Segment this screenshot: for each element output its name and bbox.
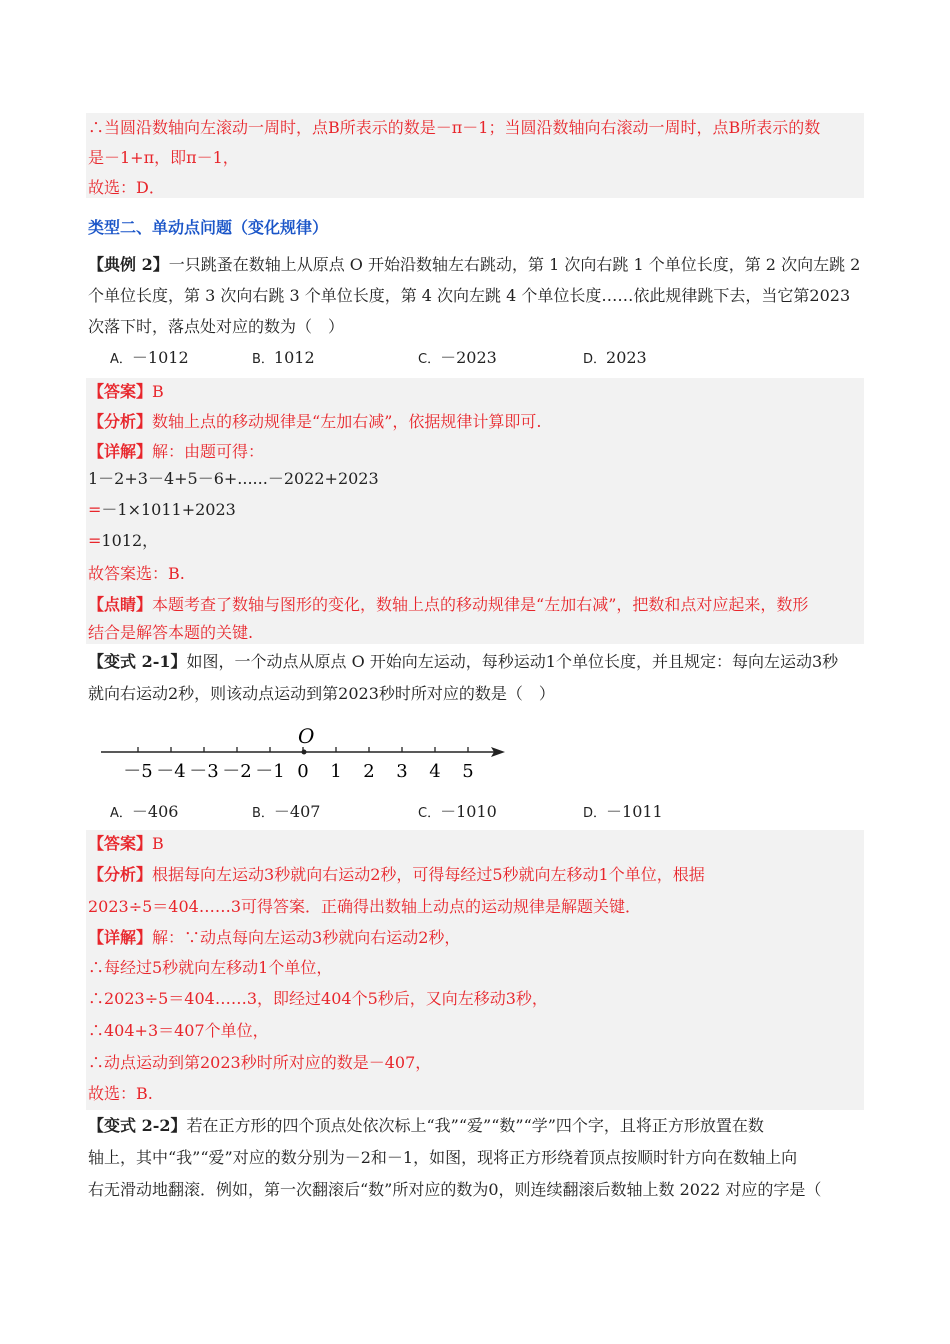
question-text: 如图，一个动点从原点 O 开始向左运动，每秒运动1个单位长度，并且规定：每向左运动3秒 [186, 652, 839, 671]
axis-tick-label: －2 [222, 761, 252, 782]
number-line-figure [95, 722, 515, 787]
detail-line: ∴2023÷5＝404……3，即经过404个5秒后，又向左移动3秒， [88, 989, 548, 1008]
detail-line: 【详解】解：∵动点每向左运动3秒就向右运动2秒， [88, 928, 461, 947]
answer-line: 【答案】B [88, 834, 164, 853]
axis-tick-label: －5 [123, 761, 153, 782]
axis-tick-label: 2 [363, 761, 375, 782]
question-line [88, 254, 860, 276]
question-label: 【变式 2-2】 [88, 1116, 187, 1135]
analysis-line: 【分析】数轴上点的移动规律是“左加右减”，依据规律计算即可. [88, 412, 542, 431]
option-d: D．－1011 [583, 802, 663, 821]
calc-line: 1－2+3－4+5－6+......－2022+2023 [88, 469, 379, 488]
solution-line: ∴当圆沿数轴向左滚动一周时，点B所表示的数是－π－1；当圆沿数轴向右滚动一周时，点B所表示的数 [88, 118, 821, 137]
question-line: 个单位长度，第 3 次向右跳 3 个单位长度，第 4 次向左跳 4 个单位长度……依此规律跳下去，当它第2023 [88, 286, 851, 305]
analysis-line: 2023÷5＝404……3可得答案．正确得出数轴上动点的运动规律是解题关键． [88, 897, 642, 916]
calc-line: =1012， [88, 531, 159, 550]
origin-label: O [298, 724, 315, 748]
question-line: 次落下时，落点处对应的数为（ ） [88, 317, 345, 336]
solution-line: 是－1+π，即π－1， [88, 148, 239, 167]
analysis-line: 【分析】根据每向左运动3秒就向右运动2秒，可得每经过5秒就向左移动1个单位，根据 [88, 865, 705, 884]
option-d: D．2023 [583, 348, 647, 367]
solution-line: 故选：D． [88, 178, 165, 197]
detail-line: ∴404+3＝407个单位， [88, 1021, 269, 1040]
calc-line: =－1×1011+2023 [88, 500, 236, 519]
conclusion-line: 故答案选：B. [88, 564, 185, 583]
origin-dot [302, 750, 307, 755]
question-line: 轴上，其中“我”“爱”对应的数分别为－2和－1，如图，现将正方形绕着顶点按顺时针方向在数轴上向 [88, 1148, 798, 1167]
detail-line: 【详解】解：由题可得： [88, 442, 265, 461]
detail-line: ∴动点运动到第2023秒时所对应的数是－407， [88, 1053, 432, 1072]
axis-tick-label: 4 [429, 761, 441, 782]
question-label: 【典例 2】 [88, 255, 169, 274]
option-a: A．－1012 [110, 348, 189, 367]
axis-tick-label: 0 [297, 761, 309, 782]
question-text: 若在正方形的四个顶点处依次标上“我”“爱”“数”“学”四个字，且将正方形放置在数 [186, 1116, 764, 1135]
axis-tick-label: 1 [330, 761, 342, 782]
conclusion-line: 故选：B. [88, 1084, 153, 1103]
option-c: C．－2023 [418, 348, 497, 367]
axis-tick-label: 3 [396, 761, 408, 782]
option-a: A．－406 [110, 802, 179, 821]
section-title: 类型二、单动点问题（变化规律） [88, 218, 329, 237]
option-b: B．1012 [252, 348, 315, 367]
comment-line: 结合是解答本题的关键. [88, 623, 254, 642]
question-line: 右无滑动地翻滚．例如，第一次翻滚后“数”所对应的数为0，则连续翻滚后数轴上数 2022 对应的字是（ [88, 1180, 822, 1199]
question-label: 【变式 2-1】 [88, 652, 187, 671]
axis-tick-label: －3 [189, 761, 219, 782]
axis-tick-label: －1 [255, 761, 285, 782]
axis-tick-label: 5 [462, 761, 474, 782]
question-text: 一只跳蚤在数轴上从原点 O 开始沿数轴左右跳动，第 1 次向右跳 1 个单位长度，第 2 次向左跳 2 [168, 255, 861, 274]
answer-line: 【答案】B [88, 382, 164, 401]
detail-line: ∴每经过5秒就向左移动1个单位， [88, 958, 333, 977]
question-line [88, 1115, 764, 1137]
option-c: C．－1010 [418, 802, 497, 821]
comment-line: 【点睛】本题考查了数轴与图形的变化，数轴上点的移动规律是“左加右减”，把数和点对应起来，数形 [88, 595, 809, 614]
axis-tick-label: －4 [156, 761, 186, 782]
question-line [88, 651, 838, 673]
option-b: B．－407 [252, 802, 321, 821]
question-line: 就向右运动2秒，则该动点运动到第2023秒时所对应的数是（ ） [88, 684, 555, 703]
